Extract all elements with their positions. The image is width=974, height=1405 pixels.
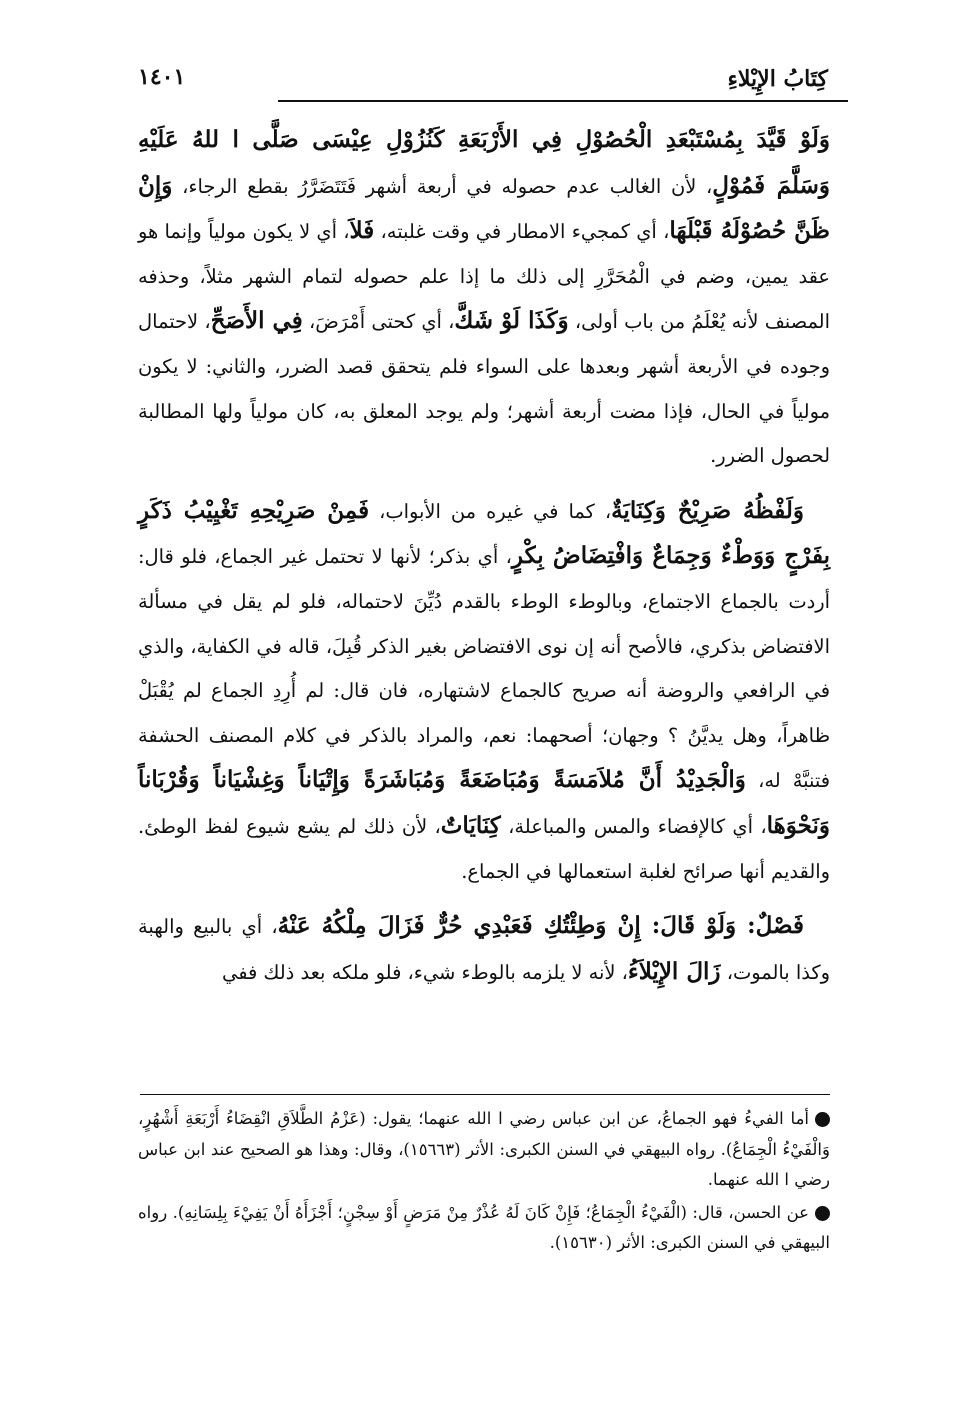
page-number: ١٤٠١	[138, 64, 186, 90]
footnote-1	[138, 1104, 830, 1196]
book-title: كِتَابُ الإِيْلاءِ	[727, 66, 828, 92]
matn-text: وَكَذَا لَوْ شَكَّ	[454, 307, 569, 335]
footnote-rule	[140, 1094, 830, 1095]
footnotes	[138, 1104, 830, 1261]
sharh-text: ، أي كحتى أَمْرَضَ،	[302, 310, 455, 334]
paragraph-1	[138, 118, 830, 479]
footnote-text: أما الفيءُ فهو الجماعُ، عن ابن عباس رضي ا الله عنهما؛ يقول: (عَزْمُ الطَّلاَقِ انْقِضَاءُ أَرْبَعَةِ أَشْهُرٍ، وَالْفَيْءُ الْجِمَاعُ). رواه البيهقي في السنن الكبرى: الأثر (١٥٦٦٣)، وقال: وهذا هو الصحيح عند ابن عباس رضي ا الله عنهما.	[138, 1109, 830, 1189]
matn-text: كِنَايَاتٌ	[440, 811, 501, 839]
main-text	[138, 118, 830, 1005]
matn-text: فَصْلٌ: وَلَوْ قَالَ: إِنْ وَطِئْتُكِ فَعَبْدِي حُرٌّ فَزَالَ مِلْكُهُ عَنْهُ	[277, 912, 804, 940]
sharh-text: ، أي كمجيء الامطار في وقت غلبته،	[374, 220, 670, 244]
sharh-text: ، أي لا يكون مولياً وإنما هو عقد يمين، وضم في الْمُحَرَّرِ إلى ذلك ما إذا علم حصوله لتمام الشهر مثلاً، وحذفه المصنف لأنه يُعْلَمُ من باب أولى،	[138, 220, 830, 334]
footnote-marker-icon	[815, 1206, 830, 1221]
matn-text: فَلاَ	[349, 217, 375, 245]
matn-text: فِي الأَصَحِّ	[210, 307, 303, 335]
sharh-text: ، لأن الغالب عدم حصوله في أربعة أشهر فَتَتَضَرَّرُ بقطع الرجاء،	[172, 174, 713, 198]
matn-text: وَلَوْ قَيَّدَ بِمُسْتَبْعَدِ الْحُصُوْلِ فِي الأَرْبَعَةِ كَنُزُوْلِ عِيْسَى صَلَّى ا للهُ عَلَيْهِ وَسَلَّمَ فَمُوْلٍ	[138, 126, 830, 199]
matn-text: وَإِنْ ظَنَّ حُصُوْلَهُ قَبْلَهَا	[138, 171, 830, 245]
matn-text: وَلَفْظُهُ صَرِيْحٌ وَكِنَايَةٌ	[611, 496, 805, 524]
footnote-text: عن الحسن، قال: (الْفَيْءُ الْجِمَاعُ؛ فَإِنْ كَانَ لَهُ عُذْرٌ مِنْ مَرَضٍ أَوْ سِجْنٍ؛ أَجْزَأَهُ أَنْ يَفِيْءَ بِلِسَانِهِ). رواه البيهقي في السنن الكبرى: الأثر (١٥٦٣٠).	[138, 1202, 830, 1252]
sharh-text: ، لأنه لا يلزمه بالوطء شيء، فلو ملكه بعد ذلك ففي	[222, 960, 628, 984]
paragraph-2	[138, 489, 830, 894]
header-rule	[278, 100, 848, 102]
matn-text: زَالَ الإِيْلاَءُ	[627, 957, 721, 985]
footnote-2	[138, 1198, 830, 1259]
sharh-text: ، لأن ذلك لم يشع شيوع لفظ الوطئ. والقديم أنها صرائح لغلبة استعمالها في الجماع.	[138, 814, 830, 883]
sharh-text: ، أي كالإفضاء والمس والمباعلة،	[500, 814, 767, 838]
footnote-marker-icon	[815, 1112, 830, 1127]
sharh-text: ، أي بالبيع والهبة وكذا بالموت،	[138, 915, 830, 984]
sharh-text: ، أي بذكر؛ لأنها لا تحتمل غير الجماع، فلو قال: أردت بالجماع الاجتماع، وبالوطء الوطء بالقدم دُيِّنَ لاحتماله، فلو لم يقل في مسألة الافتضاض بذكري، فالأصح أنه إن نوى الافتضاض بغير الذكر قُبِلَ، قاله في الكفاية، والذي في الرافعي والروضة أنه صريح كالجماع لاشتهاره، فان قال: لم أُرِدِ الجماع لم يُقْبَلْ ظاهراً، وهل يديَّنُ ؟ وجهان؛ أصحهما: نعم، والمراد بالذكر في كلام المصنف الحشفة فتنبَّهْ له،	[138, 545, 830, 793]
matn-text: وَالْجَدِيْدُ أَنَّ مُلاَمَسَةً وَمُبَاضَعَةً وَمُبَاشَرَةً وَإِتْيَاناً وَغِشْيَاناً وَقُرْبَاناً وَنَحْوَهَا	[138, 766, 830, 839]
running-header	[138, 58, 828, 98]
sharh-text: ، لاحتمال وجوده في الأربعة أشهر وبعدها على السواء فلم يتحقق قصد الضرر، والثاني: لا يكون مولياً في الحال، فإذا مضت أربعة أشهر؛ ولم يوجد المعلق به، كان مولياً ولها المطالبة لحصول الضرر.	[138, 310, 830, 468]
sharh-text: ، كما في غيره من الأبواب،	[369, 499, 612, 523]
paragraph-3	[138, 904, 830, 995]
matn-text: فَمِنْ صَرِيْحِهِ تَغْيِيْبُ ذَكَرٍ بِفَرْجٍ وَوَطْءٌ وَجِمَاعٌ وَافْتِضَاضُ بِكْرٍ	[138, 496, 830, 570]
